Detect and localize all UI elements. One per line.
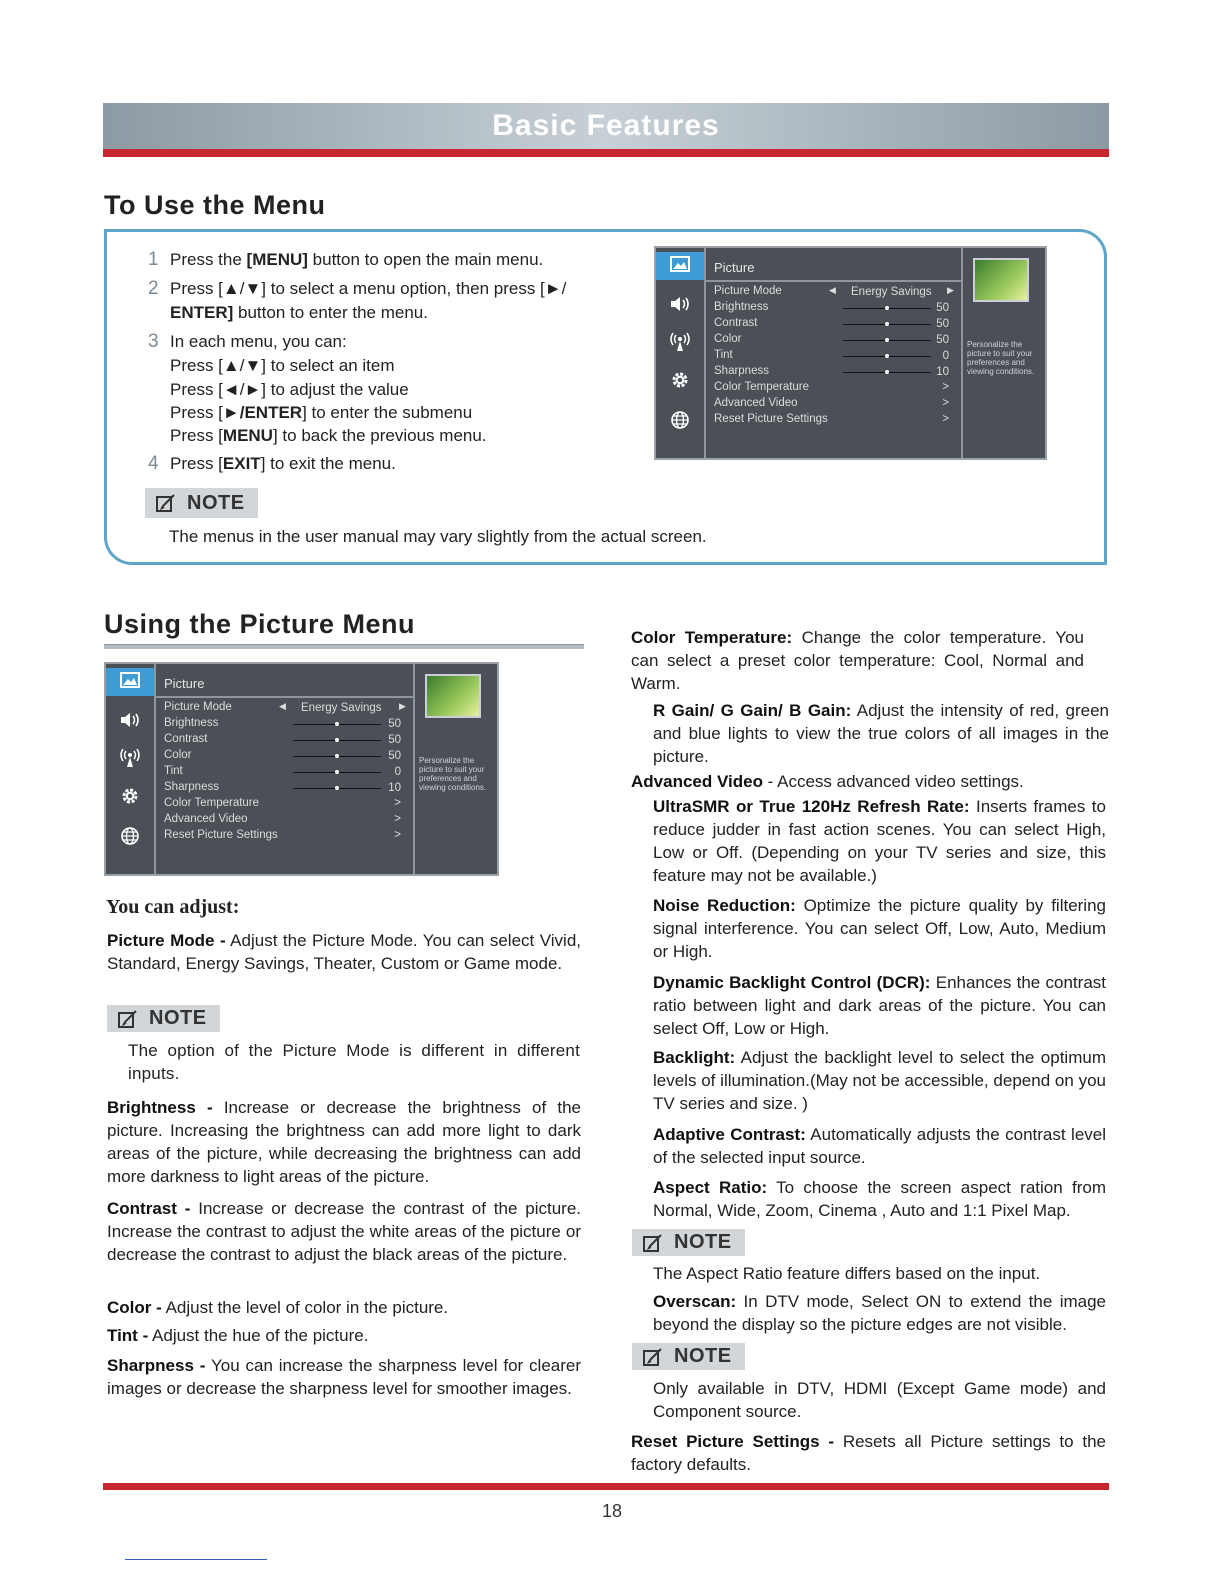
brightness-desc <box>107 1096 581 1188</box>
term: Reset Picture Settings - <box>631 1432 835 1451</box>
note-text: The option of the Picture Mode is different in different inputs. <box>128 1041 580 1083</box>
note-label: NOTE <box>149 1007 207 1029</box>
sound-icon <box>119 711 141 734</box>
advanced-video-desc <box>631 770 1109 793</box>
setting-value: 50 <box>388 734 401 746</box>
definition: In DTV mode, Select ON to extend the image beyond the display so the picture edges are not visible. <box>653 1292 1106 1334</box>
chevron-left-icon: ◀ <box>829 285 836 295</box>
slider-knob <box>335 722 339 726</box>
menu-description: Personalize the picture to suit your preferences and viewing conditions. <box>419 756 487 792</box>
preview-thumbnail-image <box>425 674 481 718</box>
step-3 <box>148 330 628 448</box>
color-desc <box>107 1296 581 1319</box>
contrast-desc <box>107 1197 581 1266</box>
term: Advanced Video <box>631 772 763 791</box>
menu-title: Picture <box>164 676 205 691</box>
term: Contrast - <box>107 1199 191 1218</box>
step-1 <box>148 248 628 272</box>
channel-icon-box <box>656 330 704 358</box>
definition: Increase or decrease the contrast of the picture. Increase the contrast to adjust the white areas of the picture or decrease the contrast to adjust the black areas of the picture. <box>107 1199 581 1264</box>
term: R Gain/ G Gain/ B Gain: <box>653 701 852 720</box>
key-label: MENU <box>222 426 273 445</box>
settings-icon-box <box>656 368 704 396</box>
chevron-right-icon: ▶ <box>947 285 954 295</box>
term: Picture Mode - <box>107 931 226 950</box>
menu-item: Brightness <box>714 301 769 313</box>
slider-knob <box>335 738 339 742</box>
slider-knob <box>335 786 339 790</box>
menu-item: Advanced Video <box>714 397 798 409</box>
noise-reduction-desc <box>653 894 1106 963</box>
definition: Adjust the Picture Mode. You can select Vivid, Standard, Energy Savings, Theater, Custom or Game mode. <box>107 931 581 973</box>
note-badge <box>632 1343 745 1370</box>
aspect-ratio-desc <box>653 1176 1106 1222</box>
term: Backlight: <box>653 1048 736 1067</box>
channel-icon <box>669 332 691 357</box>
note-edit-icon <box>117 1009 139 1029</box>
sound-icon-box <box>106 708 154 736</box>
definition: Adjust the intensity of red, green and blue lights to view the true colors of all images in the picture. <box>653 701 1109 766</box>
menu-item: Color Temperature <box>714 381 810 393</box>
network-icon-box <box>656 408 704 436</box>
term: Aspect Ratio: <box>653 1178 768 1197</box>
step-text: button to enter the menu. <box>233 303 428 322</box>
slider-knob <box>335 770 339 774</box>
step-text: Press [▲/▼] to select a menu option, then press [►/ <box>170 279 567 298</box>
network-icon <box>670 410 690 435</box>
dcr-desc <box>653 971 1106 1040</box>
tint-desc <box>107 1324 581 1347</box>
adaptive-contrast-desc <box>653 1123 1106 1169</box>
definition: Adjust the backlight level to select the optimum levels of illumination.(May not be accessible, depend on you TV series and size. ) <box>653 1048 1106 1113</box>
slider-knob <box>885 306 889 310</box>
step-subtext: Press [ <box>170 403 223 422</box>
definition: Resets all Picture settings to the factory defaults. <box>631 1432 1106 1474</box>
definition: Adjust the level of color in the picture. <box>161 1298 449 1317</box>
color-temperature-desc <box>631 626 1084 695</box>
definition: Optimize the picture quality by filtering signal interference. You can select Off, Low, Auto, Medium or High. <box>653 896 1106 961</box>
menu-preview-column <box>961 248 1045 458</box>
settings-icon-box <box>106 784 154 812</box>
note-label: NOTE <box>674 1231 732 1253</box>
note-edit-icon <box>155 493 177 513</box>
network-icon-box <box>106 824 154 852</box>
slider-knob <box>885 354 889 358</box>
step-number: 1 <box>148 249 159 270</box>
setting-value: 0 <box>394 766 401 778</box>
slider-knob <box>885 370 889 374</box>
step-number: 4 <box>148 453 159 474</box>
picture-icon-box <box>656 252 704 280</box>
menu-description: Personalize the picture to suit your preferences and viewing conditions. <box>967 340 1035 376</box>
preview-thumbnail-image <box>973 258 1029 302</box>
term: UltraSMR or True 120Hz Refresh Rate: <box>653 797 970 816</box>
footer-red-rule <box>103 1483 1109 1490</box>
menu-item: Reset Picture Settings <box>714 413 828 425</box>
key-label: ►/ENTER <box>222 403 303 422</box>
network-icon <box>120 826 140 851</box>
term: Sharpness - <box>107 1356 206 1375</box>
submenu-arrow: > <box>394 829 401 841</box>
menu-item: Contrast <box>164 733 208 745</box>
picture-menu-screenshot <box>104 662 499 876</box>
submenu-arrow: > <box>942 381 949 393</box>
step-number: 2 <box>148 278 159 299</box>
term: Brightness - <box>107 1098 213 1117</box>
submenu-arrow: > <box>942 413 949 425</box>
picture-menu-screenshot <box>654 246 1047 460</box>
note-label: NOTE <box>674 1345 732 1367</box>
definition: Inserts frames to reduce judder in fast action scenes. You can select High, Low or Off. (Depending on your TV series and size, this feature may not be available.) <box>653 797 1106 885</box>
step-number: 3 <box>148 331 159 352</box>
rgb-gain-desc <box>653 699 1109 768</box>
sharpness-desc <box>107 1354 581 1400</box>
picture-mode-value: Energy Savings <box>851 286 932 298</box>
sound-icon-box <box>656 292 704 320</box>
menu-item: Reset Picture Settings <box>164 829 278 841</box>
note-badge <box>107 1005 220 1032</box>
settings-icon <box>670 370 690 395</box>
picture-icon <box>670 256 690 277</box>
submenu-arrow: > <box>394 797 401 809</box>
ultrasmr-desc <box>653 795 1106 887</box>
step-subtext: Press [▲/▼] to select an item <box>170 356 395 375</box>
step-subtext: ] to enter the submenu <box>302 403 473 422</box>
reset-picture-desc <box>631 1430 1106 1476</box>
step-subtext: ] to back the previous menu. <box>272 426 487 445</box>
section-heading-picture: Using the Picture Menu <box>104 609 416 639</box>
term: Overscan: <box>653 1292 737 1311</box>
menu-item: Tint <box>714 349 733 361</box>
definition: You can increase the sharpness level for clearer images or decrease the sharpness level for smoother images. <box>107 1356 582 1398</box>
bottom-underline <box>125 1559 267 1560</box>
menu-item: Color <box>164 749 192 761</box>
term: Dynamic Backlight Control (DCR): <box>653 973 931 992</box>
note-text: The Aspect Ratio feature differs based on the input. <box>653 1264 1041 1283</box>
definition: To choose the screen aspect ration from Normal, Wide, Zoom, Cinema , Auto and 1:1 Pixel Map. <box>653 1178 1106 1220</box>
sound-icon <box>669 295 691 318</box>
picture-icon <box>120 672 140 693</box>
step-text: In each menu, you can: <box>170 332 347 351</box>
slider-knob <box>885 338 889 342</box>
note-badge <box>632 1229 745 1256</box>
note-text: The menus in the user manual may vary slightly from the actual screen. <box>169 527 707 546</box>
note-label: NOTE <box>187 491 245 514</box>
backlight-desc <box>653 1046 1106 1115</box>
term: Noise Reduction: <box>653 896 796 915</box>
definition: Adjust the hue of the picture. <box>148 1326 369 1345</box>
submenu-arrow: > <box>394 813 401 825</box>
header-red-rule <box>103 149 1109 157</box>
step-subtext: Press [◄/►] to adjust the value <box>170 380 409 399</box>
section-heading-menu: To Use the Menu <box>104 190 326 220</box>
you-can-adjust-heading: You can adjust: <box>106 896 240 918</box>
page-section-title: Basic Features <box>492 109 720 142</box>
key-label: [MENU] <box>246 250 308 269</box>
term: Color - <box>107 1298 162 1317</box>
heading-underline <box>104 644 584 649</box>
settings-icon <box>120 786 140 811</box>
picture-icon-box <box>106 668 154 696</box>
definition: Enhances the contrast ratio between light and dark areas of the picture. You can select Off, Low or High. <box>653 973 1106 1038</box>
submenu-arrow: > <box>942 397 949 409</box>
step-2 <box>148 277 628 325</box>
note-edit-icon <box>642 1233 664 1253</box>
setting-value: 10 <box>936 366 949 378</box>
slider-knob <box>885 322 889 326</box>
menu-item: Advanced Video <box>164 813 248 825</box>
step-text: ] to exit the menu. <box>260 454 396 473</box>
menu-item: Contrast <box>714 317 758 329</box>
chevron-right-icon: ▶ <box>399 701 406 711</box>
step-text: Press [ <box>170 454 223 473</box>
definition: - Access advanced video settings. <box>762 772 1024 791</box>
picture-mode-value: Energy Savings <box>301 702 382 714</box>
menu-item: Color <box>714 333 742 345</box>
menu-item: Brightness <box>164 717 219 729</box>
setting-value: 50 <box>936 334 949 346</box>
menu-item: Tint <box>164 765 183 777</box>
key-label: ENTER] <box>170 303 234 322</box>
note-edit-icon <box>642 1347 664 1367</box>
key-label: EXIT <box>222 454 261 473</box>
picture-mode-desc <box>107 929 581 975</box>
note-badge <box>145 488 258 518</box>
term: Tint - <box>107 1326 149 1345</box>
menu-item: Sharpness <box>714 365 769 377</box>
step-text: Press the <box>170 250 247 269</box>
overscan-desc <box>653 1290 1106 1336</box>
setting-value: 50 <box>936 302 949 314</box>
header-banner <box>103 103 1109 149</box>
menu-item: Color Temperature <box>164 797 260 809</box>
step-4 <box>148 452 628 476</box>
menu-title: Picture <box>714 260 755 275</box>
definition: Increase or decrease the brightness of the picture. Increasing the brightness can add more light to dark areas of the picture, while decreasing the brightness can add more darkness to light areas of the picture. <box>107 1098 581 1186</box>
menu-item: Picture Mode <box>714 285 782 297</box>
definition: Automatically adjusts the contrast level of the selected input source. <box>653 1125 1106 1167</box>
setting-value: 0 <box>942 350 949 362</box>
term: Color Temperature: <box>631 628 793 647</box>
menu-icon-column <box>106 664 156 874</box>
setting-value: 50 <box>388 718 401 730</box>
channel-icon-box <box>106 746 154 774</box>
slider-knob <box>335 754 339 758</box>
definition: Change the color temperature. You can select a preset color temperature: Cool, Normal and Warm. <box>631 628 1084 693</box>
channel-icon <box>119 748 141 773</box>
step-subtext: Press [ <box>170 426 223 445</box>
term: Adaptive Contrast: <box>653 1125 806 1144</box>
menu-preview-column <box>413 664 497 874</box>
chevron-left-icon: ◀ <box>279 701 286 711</box>
setting-value: 50 <box>936 318 949 330</box>
menu-icon-column <box>656 248 706 458</box>
setting-value: 50 <box>388 750 401 762</box>
menu-item: Picture Mode <box>164 701 232 713</box>
page-number: 18 <box>601 1501 623 1521</box>
setting-value: 10 <box>388 782 401 794</box>
menu-item: Sharpness <box>164 781 219 793</box>
step-text: button to open the main menu. <box>307 250 544 269</box>
note-text: Only available in DTV, HDMI (Except Game mode) and Component source. <box>653 1379 1106 1421</box>
